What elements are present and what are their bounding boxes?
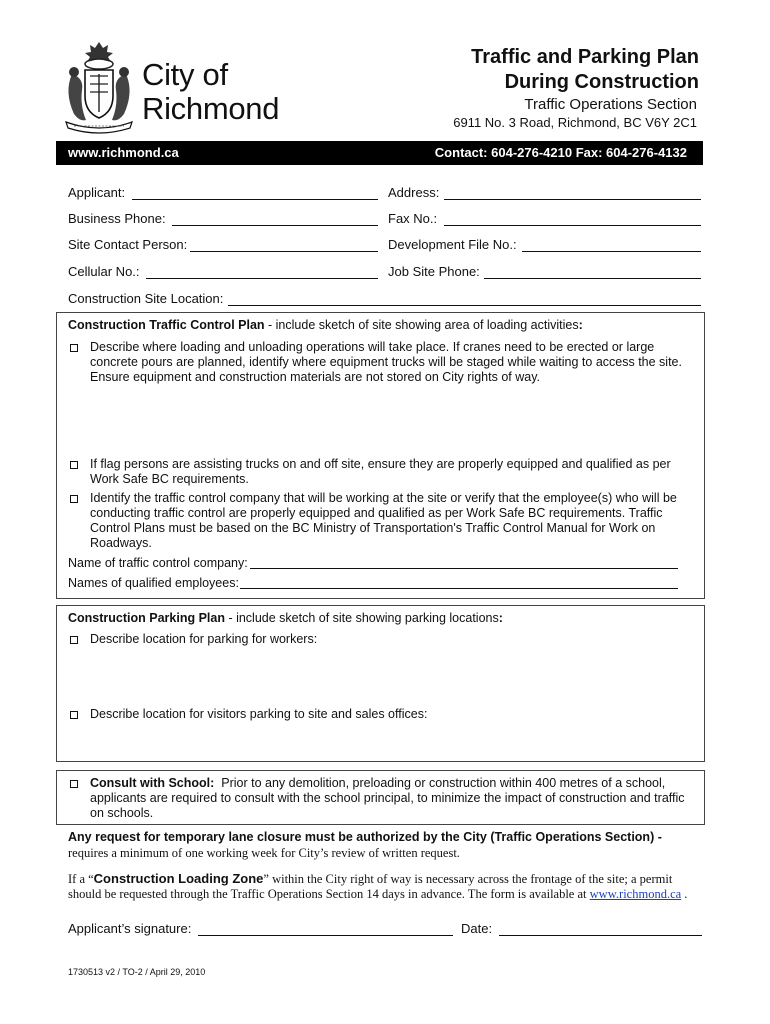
checkbox-loading-operations[interactable] (70, 344, 78, 352)
traffic-item1-line2: concrete pours are planned, identify where equipment trucks will be staged while waiting to access the site. (90, 355, 682, 369)
checkbox-worker-parking[interactable] (70, 636, 78, 644)
traffic-item1 (90, 340, 682, 385)
checkbox-visitor-parking[interactable] (70, 711, 78, 719)
job-site-phone-label: Job Site Phone: (388, 264, 480, 279)
traffic-plan-heading-bold: Construction Traffic Control Plan (68, 318, 265, 332)
loading-zone-end: . (681, 887, 688, 901)
loading-zone-note (68, 871, 672, 887)
school-line1 (90, 776, 685, 791)
job-site-phone-field[interactable] (484, 278, 701, 279)
checkbox-flag-persons[interactable] (70, 461, 78, 469)
address-label: Address: (388, 185, 440, 200)
parking-item-workers: Describe location for parking for workers: (90, 632, 318, 646)
parking-plan-heading-bold: Construction Parking Plan (68, 611, 225, 625)
site-location-field[interactable] (228, 305, 701, 306)
traffic-item3-line3: Control Plans must be based on the BC Ministry of Transportation's Traffic Control Manual for Work on (90, 521, 656, 535)
loading-zone-line2 (68, 887, 687, 902)
traffic-item3-line2: conducting traffic control are properly equipped and qualified as per Work Safe BC requirements. Traffic (90, 506, 663, 520)
parking-plan-heading (68, 611, 503, 626)
site-location-label: Construction Site Location: (68, 291, 224, 306)
loading-zone-post: ” within the City right of way is necessary across the frontage of the site; a permit (263, 872, 673, 886)
parking-plan-heading-rest: - include sketch of site showing parking locations (224, 611, 499, 625)
traffic-item2-line1: If flag persons are assisting trucks on and off site, ensure they are properly equipped and qualified as per (90, 457, 671, 471)
contact-text: Contact: 604-276-4210 Fax: 604-276-4132 (434, 145, 687, 160)
traffic-item1-line1: Describe where loading and unloading operations will take place. If cranes need to be erected or large (90, 340, 655, 354)
loading-zone-line2-text: should be requested through the Traffic Operations Section 14 days in advance. The form is available at (68, 887, 587, 901)
traffic-company-label: Name of traffic control company: (68, 556, 248, 570)
department-address: 6911 No. 3 Road, Richmond, BC V6Y 2C1 (453, 115, 697, 130)
traffic-item2 (90, 457, 671, 487)
form-title-line2: During Construction (504, 71, 699, 93)
cellular-field[interactable] (146, 278, 378, 279)
contact-banner (56, 141, 703, 165)
school-bold: Consult with School: (90, 776, 215, 790)
traffic-plan-heading (68, 318, 583, 333)
lane-closure-note (68, 830, 662, 844)
traffic-plan-heading-colon: : (578, 318, 583, 332)
traffic-item2-line2: Work Safe BC requirements. (90, 472, 249, 486)
cellular-label: Cellular No.: (68, 264, 140, 279)
date-field[interactable] (499, 935, 702, 936)
development-file-label: Development File No.: (388, 237, 517, 252)
applicant-field[interactable] (132, 199, 378, 200)
traffic-item3-line1: Identify the traffic control company that will be working at the site or verify that the employee(s) who will be (90, 491, 677, 505)
qualified-employees-label: Names of qualified employees: (68, 576, 239, 590)
applicant-label: Applicant: (68, 185, 126, 200)
applicant-signature-field[interactable] (198, 935, 453, 936)
traffic-item1-line3: Ensure equipment and construction materials are not stored on City rights of way. (90, 370, 540, 384)
business-phone-field[interactable] (172, 225, 378, 226)
lane-closure-bold: Any request for temporary lane closure must be authorized by the City (Traffic Operations Section) (68, 830, 655, 844)
richmond-website-link[interactable]: www.richmond.ca (589, 887, 682, 901)
lane-closure-dash: - (654, 830, 662, 844)
school-consult-text (90, 776, 685, 821)
site-contact-label: Site Contact Person: (68, 237, 188, 252)
business-phone-label: Business Phone: (68, 211, 166, 226)
school-line3: on schools. (90, 806, 154, 820)
website-text: www.richmond.ca (68, 145, 179, 160)
checkbox-consult-school[interactable] (70, 780, 78, 788)
applicant-signature-label: Applicant’s signature: (68, 921, 192, 936)
school-line2: applicants are required to consult with the school principal, to minimize the impact of construction and traffic (90, 791, 685, 805)
traffic-item3 (90, 491, 677, 551)
school-line1-rest: Prior to any demolition, preloading or construction within 400 metres of a school, (214, 776, 666, 790)
qualified-employees-field[interactable] (240, 588, 678, 589)
checkbox-traffic-control-company[interactable] (70, 495, 78, 503)
parking-item-visitors: Describe location for visitors parking to site and sales offices: (90, 707, 428, 721)
loading-zone-bold: Construction Loading Zone (93, 871, 264, 886)
form-title-line1: Traffic and Parking Plan (471, 46, 699, 68)
site-contact-field[interactable] (190, 251, 378, 252)
address-field[interactable] (444, 199, 701, 200)
lane-closure-line2: requires a minimum of one working week for City’s review of written request. (68, 846, 460, 860)
loading-zone-pre: If a “ (68, 872, 94, 886)
traffic-company-field[interactable] (250, 568, 678, 569)
department-name: Traffic Operations Section (524, 96, 697, 113)
document-id: 1730513 v2 / TO-2 / April 29, 2010 (68, 967, 206, 977)
city-name-line2: Richmond (142, 91, 280, 126)
fax-field[interactable] (444, 225, 701, 226)
city-name (142, 58, 279, 126)
traffic-item3-line4: Roadways. (90, 536, 152, 550)
date-label: Date: (461, 921, 493, 936)
parking-plan-heading-colon: : (498, 611, 503, 625)
development-file-field[interactable] (522, 251, 701, 252)
city-crest-logo (60, 40, 138, 134)
fax-label: Fax No.: (388, 211, 438, 226)
city-name-line1: City of (142, 57, 228, 92)
traffic-plan-heading-rest: - include sketch of site showing area of loading activities (264, 318, 579, 332)
parking-plan-section (56, 605, 705, 762)
